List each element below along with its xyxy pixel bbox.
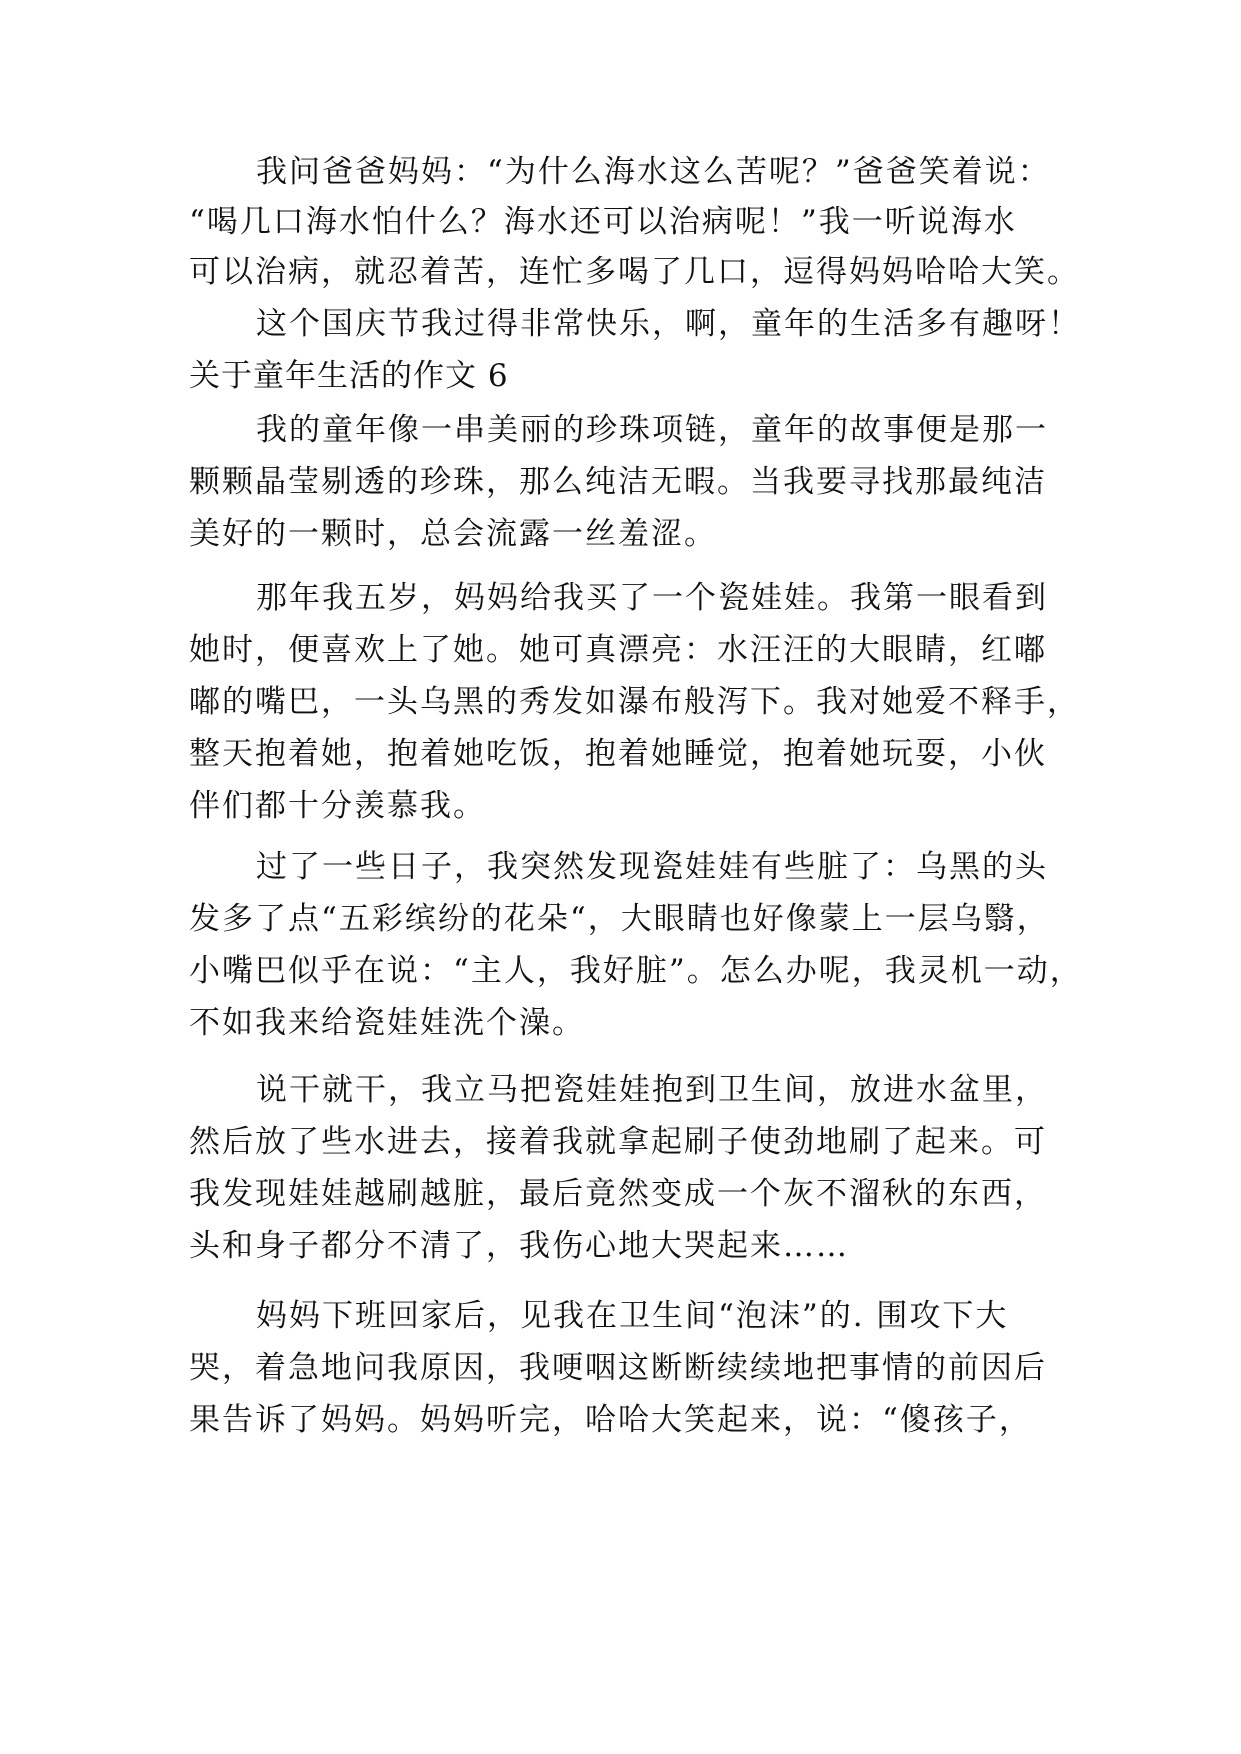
paragraph-line: 嘟的嘴巴，一头乌黑的秀发如瀑布般泻下。我对她爱不释手， <box>189 684 1080 720</box>
paragraph-line: 这个国庆节我过得非常快乐，啊，童年的生活多有趣呀！ <box>256 306 1081 342</box>
paragraph-line: 头和身子都分不清了，我伤心地大哭起来…… <box>189 1228 849 1264</box>
paragraph-line: 妈妈下班回家后，见我在卫生间“泡沫”的. 围攻下大 <box>256 1298 1009 1334</box>
paragraph-line: 然后放了些水进去，接着我就拿起刷子使劲地刷了起来。可 <box>189 1124 1047 1160</box>
paragraph-line: “喝几口海水怕什么？海水还可以治病呢！”我一听说海水 <box>189 204 1017 240</box>
paragraph-line: 她时，便喜欢上了她。她可真漂亮：水汪汪的大眼睛，红嘟 <box>189 632 1047 668</box>
paragraph-line: 不如我来给瓷娃娃洗个澡。 <box>189 1005 585 1041</box>
paragraph-line: 伴们都十分羡慕我。 <box>189 788 486 824</box>
paragraph-line: 颗颗晶莹剔透的珍珠，那么纯洁无暇。当我要寻找那最纯洁 <box>189 464 1047 500</box>
section-heading: 关于童年生活的作文 6 <box>189 358 509 394</box>
paragraph-line: 过了一些日子，我突然发现瓷娃娃有些脏了：乌黑的头 <box>256 849 1048 885</box>
paragraph-line: 哭，着急地问我原因，我哽咽这断断续续地把事情的前因后 <box>189 1350 1047 1386</box>
paragraph-line: 发多了点“五彩缤纷的花朵“，大眼睛也好像蒙上一层乌翳， <box>189 901 1050 937</box>
paragraph-line: 我的童年像一串美丽的珍珠项链，童年的故事便是那一 <box>256 412 1048 448</box>
paragraph-line: 整天抱着她，抱着她吃饭，抱着她睡觉，抱着她玩耍，小伙 <box>189 736 1047 772</box>
paragraph-line: 说干就干，我立马把瓷娃娃抱到卫生间，放进水盆里， <box>256 1072 1048 1108</box>
paragraph-line: 小嘴巴似乎在说：“主人，我好脏”。怎么办呢，我灵机一动， <box>189 953 1083 989</box>
paragraph-line: 美好的一颗时，总会流露一丝羞涩。 <box>189 516 717 552</box>
paragraph-line: 我问爸爸妈妈：“为什么海水这么苦呢？”爸爸笑着说： <box>256 154 1051 190</box>
paragraph-line: 我发现娃娃越刷越脏，最后竟然变成一个灰不溜秋的东西， <box>189 1176 1047 1212</box>
paragraph-line: 可以治病，就忍着苦，连忙多喝了几口，逗得妈妈哈哈大笑。 <box>189 254 1080 290</box>
paragraph-line: 果告诉了妈妈。妈妈听完，哈哈大笑起来，说：“傻孩子， <box>189 1402 1032 1438</box>
paragraph-line: 那年我五岁，妈妈给我买了一个瓷娃娃。我第一眼看到 <box>256 580 1048 616</box>
